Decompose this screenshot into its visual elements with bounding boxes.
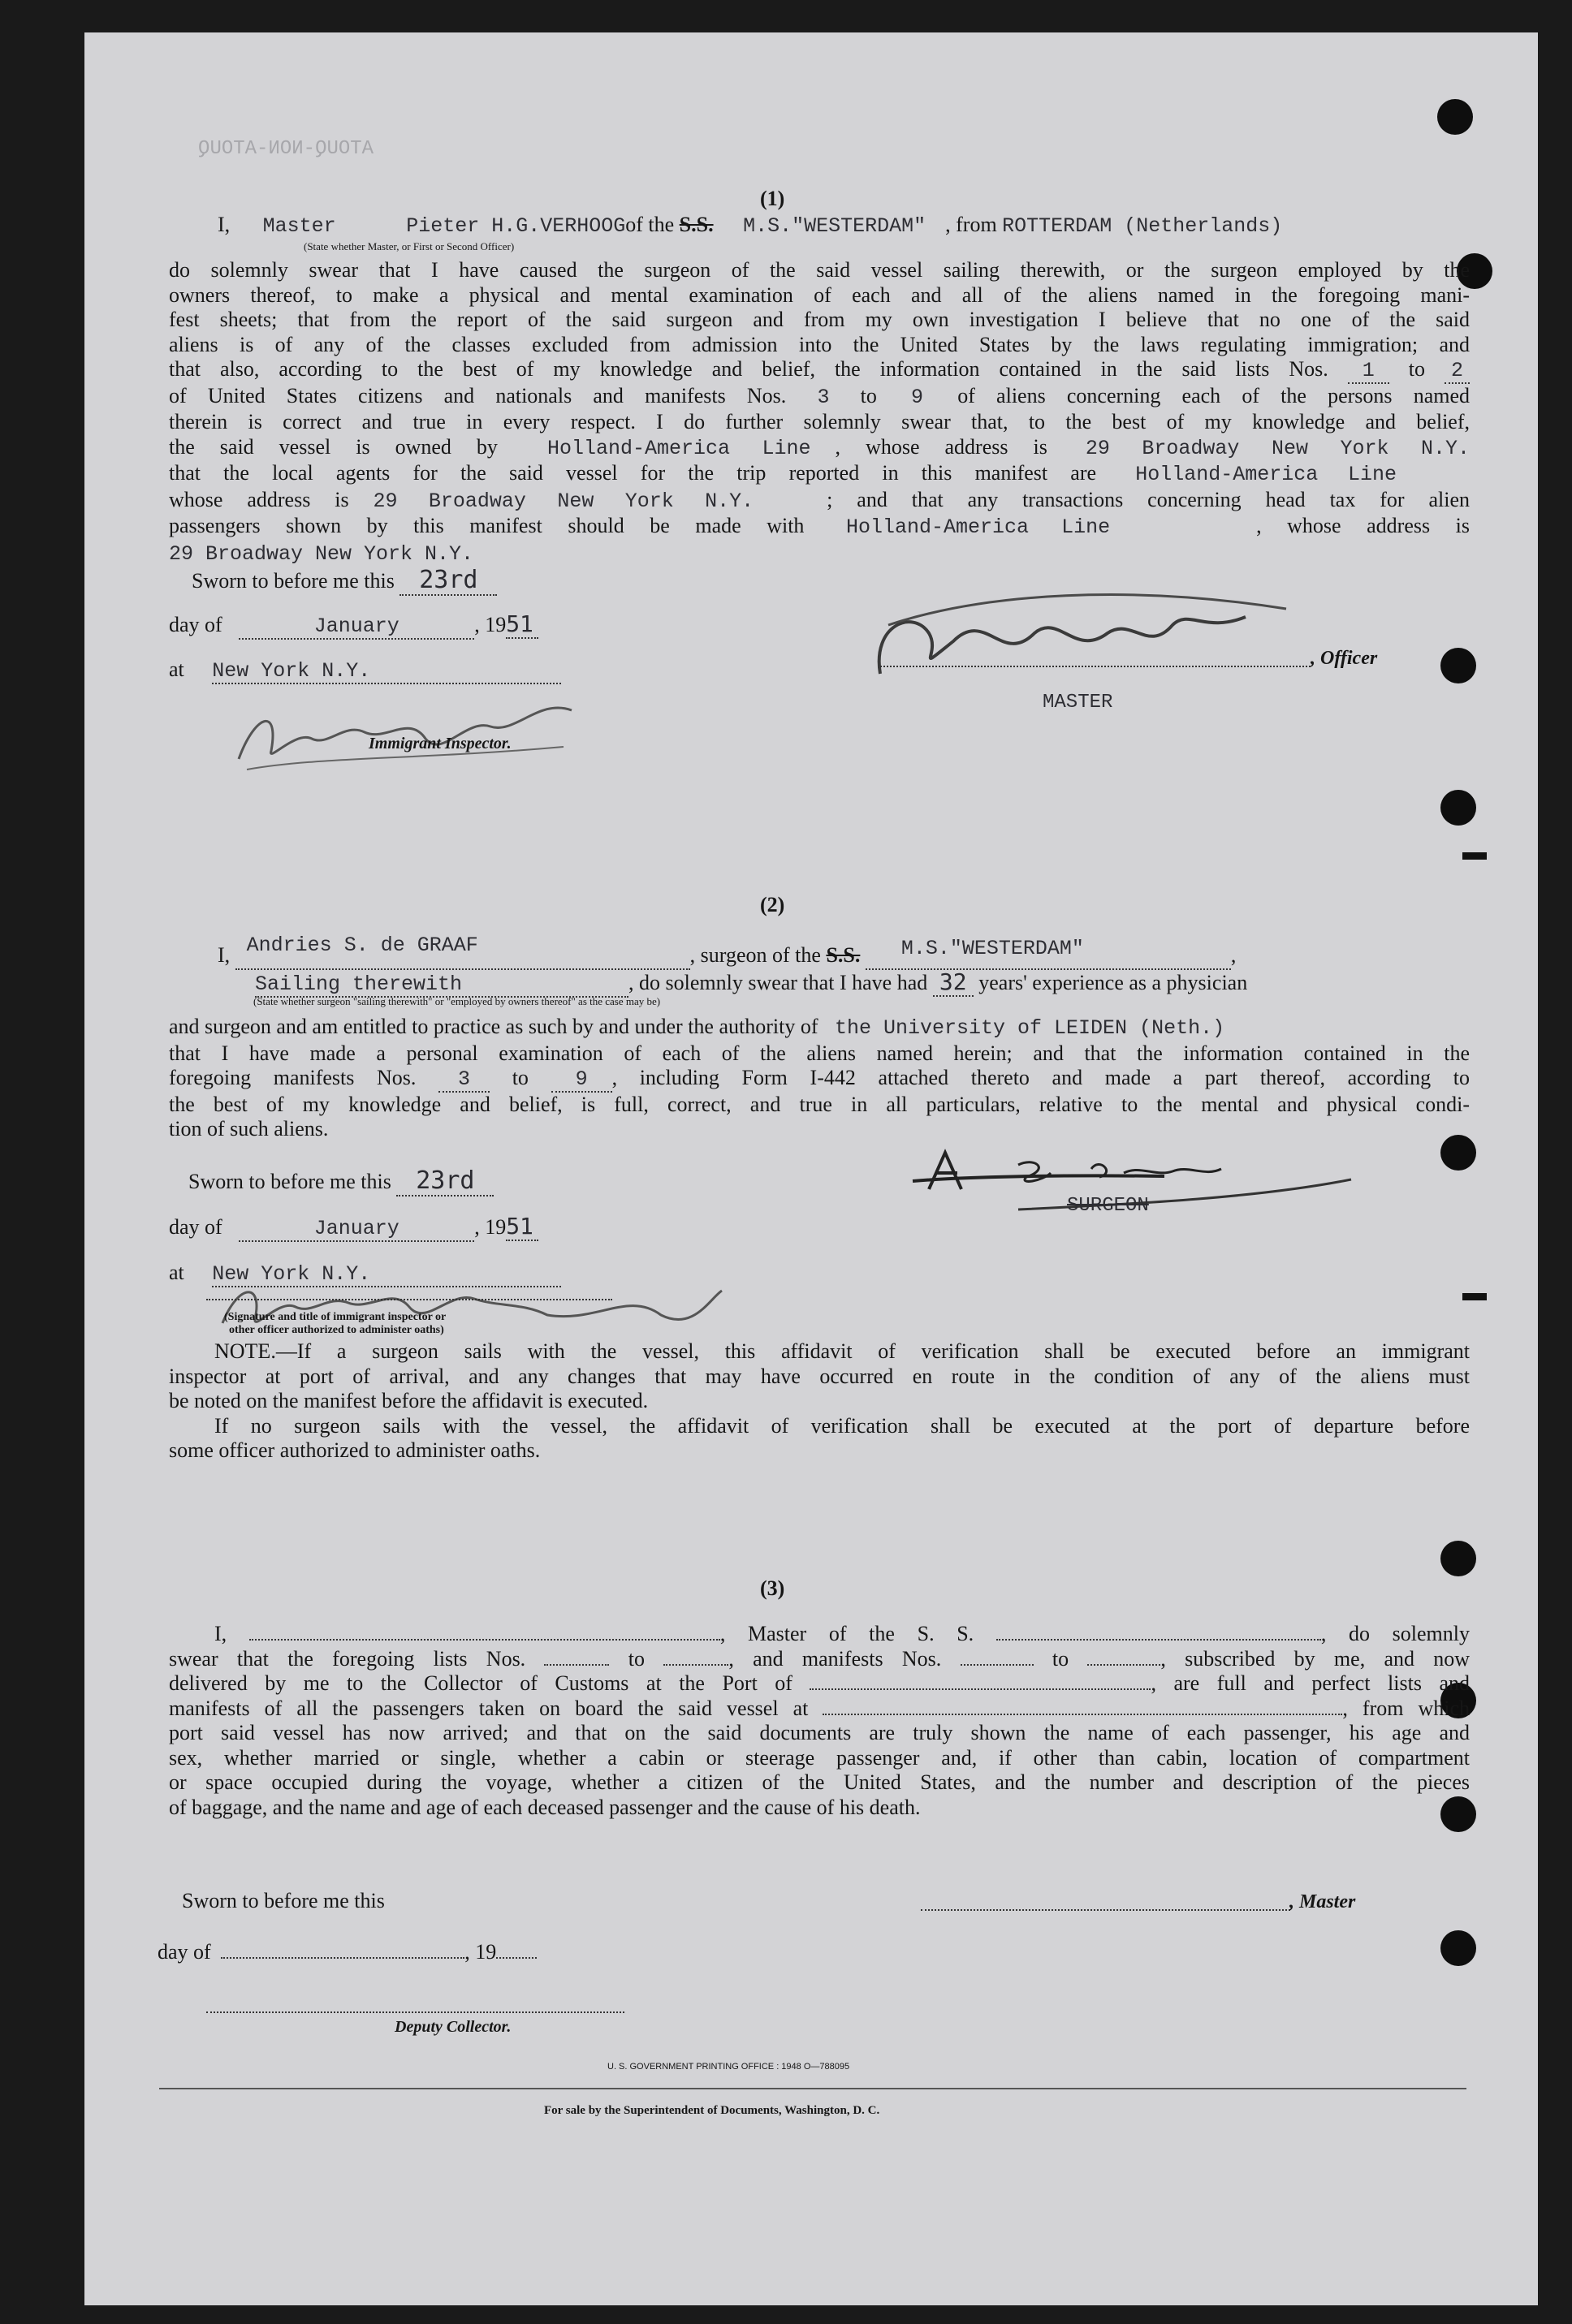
punch-mark [1462,1293,1487,1300]
sec2-month-field: January [239,1215,474,1242]
surgeon-name-field: Andries S. de GRAAF [235,943,690,970]
sec2-text-line: that I have made a personal examination of each of the aliens named herein; and that the information contained in the [169,1041,1470,1065]
manifests-to-field: 9 [911,385,924,409]
sec2-manifests-line: foregoing manifests Nos. 3 to 9 , including Form I-442 attached thereto and made a part thereof, according to [169,1066,1471,1091]
sec3-text-line: or space occupied during the voyage, whether a citizen of the United States, and the number and description of the pieces [169,1770,1470,1794]
sec2-place-field: New York N.Y. [212,1261,561,1287]
sec1-place-field: New York N.Y. [212,658,561,684]
sec3-port-field [810,1688,1151,1690]
sec2-year-field: 51 [506,1213,538,1241]
from-label: , from [945,213,997,236]
sec1-oath-paragraph [169,258,1470,567]
punch-hole [1440,1930,1476,1966]
sec1-month-field: January [239,613,474,640]
sec1-headtax-line: passengers shown by this manifest should be made with Holland-America Line , whose address is [169,514,1471,539]
sec1-text-line: do solemnly swear that I have caused the surgeon of the said vessel sailing therewith, or the surgeon employed by the [169,258,1470,282]
sec2-signature-line [206,1299,612,1300]
sec2-text-line: the best of my knowledge and belief, is full, correct, and true in all particulars, relative to the mental and physical condi- [169,1092,1470,1116]
sec3-lists-from-field [544,1664,609,1666]
sec3-line4: manifests of all the passengers taken on board the said vessel at , from which [169,1696,1471,1720]
note-paragraph [169,1339,1470,1464]
headtax-field: Holland-America Line [846,515,1111,539]
deputy-collector-label: Deputy Collector. [395,2018,512,2036]
agents-field: Holland-America Line [1135,463,1397,486]
sec2-signature-note-1: (Signature and title of immigrant inspector or [224,1311,447,1323]
punch-mark [1462,852,1487,860]
sec2-text-line: tion of such aliens. [169,1117,329,1140]
sec1-at-line: at New York N.Y. [169,658,561,684]
sec1-text-line: owners thereof, to make a physical and mental examination of each and all of the aliens named in the foregoing mani- [169,282,1470,307]
sec3-year-field [496,1957,537,1959]
deputy-collector-line [206,2011,624,2013]
master-signature-line [880,666,1311,667]
sec1-agents-line: that the local agents for the said vessel for the trip reported in this manifest are Holland-America Line [169,461,1470,488]
ss-struck: S.S. [679,213,714,236]
sec3-oath-paragraph [169,1622,1470,1820]
inspector-signature [222,682,580,779]
sec3-sworn-line: Sworn to before me this [182,1889,385,1912]
master-title-label: MASTER [1043,692,1113,714]
manifests-from-field: 3 [817,385,830,409]
punch-hole [1440,1541,1476,1576]
note-line: If no surgeon sails with the vessel, the affidavit of verification shall be executed at the port of departure before [214,1413,1470,1438]
manifest-page [84,32,1538,2305]
lists-to-field: 2 [1445,359,1470,384]
master-name-field: Pieter H.G.VERHOOG [406,214,626,238]
note-line: be noted on the manifest before the affidavit is executed. [169,1389,649,1412]
punch-hole [1437,99,1473,135]
note-line: inspector at port of arrival, and any changes that may have occurred en route in the condition of any of the aliens must [169,1364,1470,1388]
sec3-day-line: day of , 19 [158,1940,537,1964]
punch-hole [1440,790,1476,826]
sec3-text-line: of baggage, and the name and age of each deceased passenger and the cause of his death. [169,1795,921,1819]
sec1-owner-line: the said vessel is owned by Holland-America Line , whose address is 29 Broadway New York N.Y. [169,434,1471,460]
sec2-oath-paragraph [169,1015,1470,1142]
sec2-signature-note-2: other officer authorized to administer oaths) [229,1324,444,1336]
sec1-i: I, [218,213,231,236]
sec2-manifests-from-field: 3 [438,1067,490,1093]
gpo-imprint: U. S. GOVERNMENT PRINTING OFFICE : 1948 O—788095 [607,2062,850,2072]
sec1-text-line: aliens is of any of the classes excluded from admission into the United States by the laws regulating immigration; and [169,332,1470,356]
master-signature [864,576,1319,698]
sec1-headtax-address-line [169,541,1470,567]
sec3-month-field [221,1957,464,1959]
note-line: some officer authorized to administer oaths. [169,1438,541,1462]
sec3-ship-field [996,1639,1321,1641]
surgeon-signature [896,1140,1416,1214]
sec3-master-signature-line [921,1909,1290,1911]
sec2-at-line: at New York N.Y. [169,1261,561,1287]
owner-address-field: 29 Broadway New York N.Y. [1085,436,1471,460]
surgeon-title-label: SURGEON [1067,1195,1149,1217]
sec3-embark-port-field [823,1714,1342,1715]
sec2-ship-field: M.S."WESTERDAM" [866,943,1231,970]
departure-port-field: ROTTERDAM (Netherlands) [1002,214,1283,238]
sec2-line1: I, Andries S. de GRAAF , surgeon of the S.S. M.S."WESTERDAM" , [218,943,1236,970]
sec3-master-label: , Master [1289,1891,1356,1912]
sec3-lists-to-field [663,1664,728,1666]
sec3-line3: delivered by me to the Collector of Customs at the Port of , are full and perfect lists and [169,1671,1470,1695]
sale-notice: For sale by the Superintendent of Documents, Washington, D. C. [544,2104,880,2117]
officer-label: , Officer [1311,648,1378,669]
sec1-sworn-day-field: 23rd [399,566,497,596]
sec1-text-line: fest sheets; that from the report of the said surgeon and from my own investigation I believe that no one of the said [169,308,1470,331]
sec3-text-line: port said vessel has now arrived; and that on the said documents are truly shown the name of each passenger, his age and [169,1721,1470,1744]
note-line: NOTE.—If a surgeon sails with the vessel, this affidavit of verification shall be executed before an immigrant [214,1339,1470,1363]
sec3-manifests-from-field [961,1664,1034,1666]
sec3-line2: swear that the foregoing lists Nos. to , and manifests Nos. to , subscribed by me, and now [169,1646,1471,1671]
of-the-label: of the [625,213,675,236]
sec1-agents-address-line: whose address is 29 Broadway New York N.Y. ; and that any transactions concerning head tax for alien [169,487,1470,513]
footer-rule [159,2088,1466,2089]
sec2-manifests-to-field: 9 [551,1067,612,1093]
section-1-number: (1) [760,187,785,210]
sec2-ss-struck: S.S. [826,943,861,967]
lists-from-field: 1 [1348,359,1389,384]
years-experience-field: 32 [933,968,974,997]
sailing-note: (State whether surgeon "sailing therewith" or "employed by owners thereof" as the case may be) [253,995,661,1007]
sec2-authority-line: and surgeon and am entitled to practice as such by and under the authority of the University of LEIDEN (Neth.) [169,1015,1225,1040]
authority-field: the University of LEIDEN (Neth.) [835,1016,1225,1040]
bleed-through-text: ATOUQ-NON-ATOUQ [198,138,374,160]
section-2-number: (2) [760,893,785,916]
sec2-day-line: day of January , 1951 [169,1213,538,1242]
sec1-manifests-line: of United States citizens and nationals and manifests Nos. 3 to 9 of aliens concerning each of the persons named [169,383,1471,409]
sec1-lists-line: that also, according to the best of my knowledge and belief, the information contained in the said lists Nos. 1 to 2 [169,357,1470,384]
sec3-manifests-to-field [1087,1664,1160,1666]
sec3-line1: I, , Master of the S. S. , do solemnly [214,1622,1471,1645]
sec3-master-name-field [249,1639,720,1641]
headtax-address-field: 29 Broadway New York N.Y. [169,541,474,566]
master-rank-field: Master [262,214,336,238]
sec1-day-line: day of January , 1951 [169,610,538,640]
agents-address-field: 29 Broadway New York N.Y. [373,489,754,513]
immigrant-inspector-label: Immigrant Inspector. [369,735,512,752]
section-3-number: (3) [760,1576,785,1600]
sec1-text-line: therein is correct and true in every respect. I do further solemnly swear that, to the best of my knowledge and belief, [169,410,1470,433]
punch-hole [1440,648,1476,683]
sec1-line1 [218,213,1282,238]
owner-field: Holland-America Line [546,436,811,460]
sailing-field: Sailing therewith [255,971,628,998]
ship-name-field: M.S."WESTERDAM" [743,214,926,238]
sec1-year-field: 51 [506,610,538,639]
sec3-text-line: sex, whether married or single, whether a cabin or steerage passenger and, if other than cabin, location of compartment [169,1745,1470,1770]
sec1-sworn-line: Sworn to before me this 23rd [192,566,497,596]
sec2-sworn-day-field: 23rd [396,1166,494,1196]
sec2-line2: Sailing therewith , do solemnly swear that I have had 32 years' experience as a physician [255,968,1248,996]
sec2-sworn-line: Sworn to before me this 23rd [188,1166,494,1196]
rank-note: (State whether Master, or First or Second Officer) [304,240,515,252]
